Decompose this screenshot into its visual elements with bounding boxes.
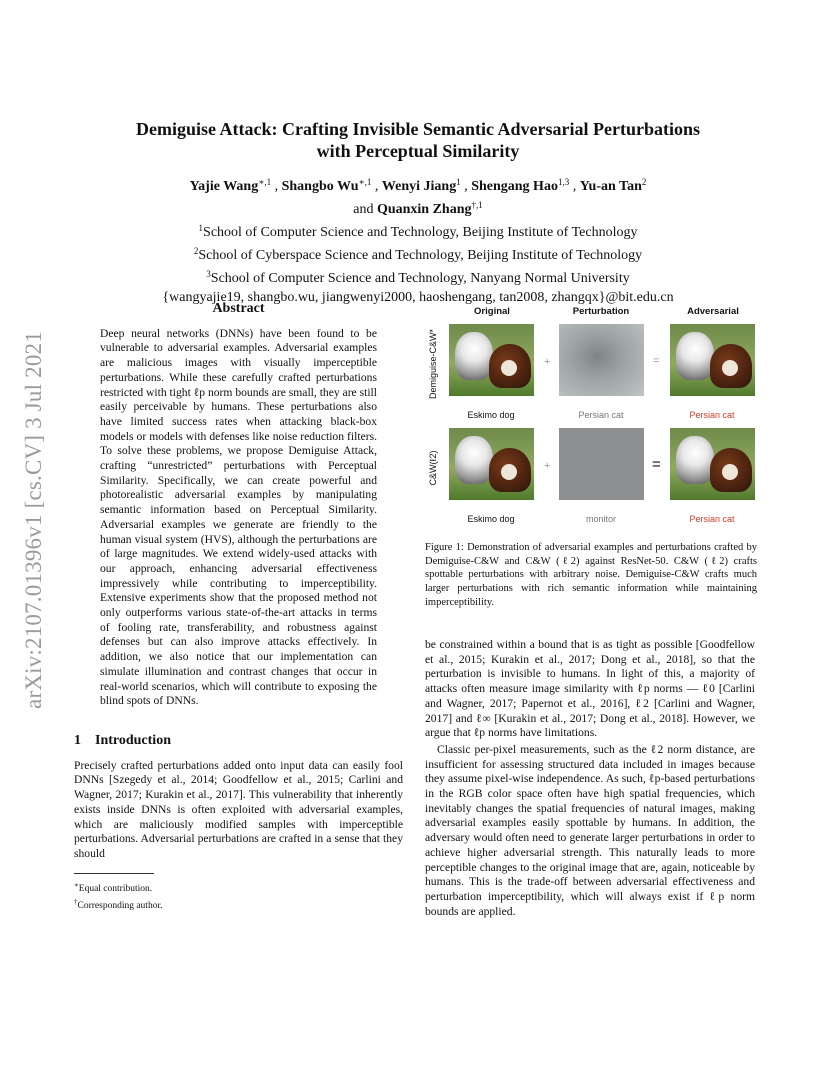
figure-caption: Figure 1: Demonstration of adversarial examples and perturbations crafted by Demiguise-C&W and C&W (ℓ2) against ResNet-50. C&W (ℓ2) crafts spottable perturbations with arbitrary noise. Demiguise-C&W crafts much larger perturbations with rich semantic information while maintaining imperceptibility. — [425, 542, 757, 608]
footnote-text: Equal contribution. — [78, 883, 153, 894]
label-original-row2: Eskimo dog — [467, 514, 515, 524]
equals-operator: = — [653, 355, 660, 367]
author-sup: ∗,1 — [258, 177, 272, 187]
arxiv-identifier: arXiv:2107.01396v1 [cs.CV] 3 Jul 2021 — [21, 331, 46, 709]
author-name: Yu-an Tan — [579, 179, 642, 194]
label-adversarial-row1: Persian cat — [689, 410, 735, 420]
author-sup: 1 — [456, 177, 461, 187]
author-line-1: Yajie Wang$^{∗,1}$ , Shangbo $Wu^{∗,1}$ , Wenyi Jiang$^1$ , Shengang Hao$^{1,3}$ , Yu-an Tan$^2$ — [189, 177, 647, 194]
left-column — [74, 302, 403, 913]
author-sup: 1,3 — [557, 177, 570, 187]
equals-operator: = — [652, 456, 661, 473]
paper-title — [70, 118, 766, 162]
image-adversarial-row2 — [670, 428, 755, 500]
author-name: Shangbo Wu — [281, 179, 359, 194]
author-name: Wenyi Jiang — [381, 179, 457, 194]
footnote-mark: ∗ — [74, 880, 79, 889]
author-name: Quanxin Zhang — [376, 202, 472, 217]
author-sup: 2 — [641, 177, 647, 187]
footnote-text: Corresponding author. — [77, 900, 163, 911]
footnote-corresponding-author — [74, 896, 403, 913]
affiliation-2 — [70, 242, 766, 265]
label-original-row1: Eskimo dog — [467, 410, 515, 420]
introduction-text: Precisely crafted perturbations added onto input data can easily fool DNNs [Szegedy et al., 2014; Goodfellow et al., 2015; Carlini and Wagner, 2017; Kurakin et al., 2017]. This vulnerability that inherently exists inside DNNs is often exploited with adversarial examples, which are maliciously modified samples with imperceptible perturbations. Adversarial perturbations are crafted in a sense that they should — [74, 758, 403, 860]
affiliation-1 — [70, 219, 766, 242]
figure-1 — [425, 302, 760, 534]
abstract-heading: Abstract — [212, 301, 265, 316]
affiliation-text: School of Cyberspace Science and Technology, Beijing Institute of Technology — [198, 248, 643, 263]
author-sup: ∗,1 — [358, 177, 372, 187]
affiliation-text: School of Computer Science and Technology, Nanyang Normal University — [210, 271, 630, 286]
right-paragraph-2: Classic per-pixel measurements, such as the ℓ2 norm distance, are insufficient for assessing structured data included in images because they assume pixel-wise independence. As such, ℓp-based perturbations in the RGB color space often have high spatial frequencies, which inevitably changes the spatial frequencies of natural images, making adversarial examples easily spottable by humans. In addition, the adversary would often need to generate larger perturbations in order to achieve higher adversarial strength. This naturally leads to more perceptible changes to the original image that are, again, noticeable by humans. This is the trade-off between adversarial effectiveness and perturbation imperceptibility, which will always exist if ℓp norm bounds are applied. — [425, 742, 755, 918]
author-emails: {wangyajie19, shangbo.wu, jiangwenyi2000, haoshengang, tan2008, zhangqx}@bit.edu.cn — [162, 290, 674, 305]
footnote-mark: † — [74, 897, 78, 906]
affiliation-sup: 2 — [193, 246, 199, 256]
right-paragraph-1: be constrained within a bound that is as tight as possible [Goodfellow et al., 2015; Kurakin et al., 2017; Dong et al., 2018], so that the perturbation is invisible to humans. In light of this, a majority of attacks often measure image similarity with ℓp norms — ℓ0 [Carlini and Wagner, 2017; Papernot et al., 2016], ℓ2 [Carlini and Wagner, 2017] and ℓ∞ [Kurakin et al., 2017; Dong et al., 2018]. However, we argue that ℓp norms have limitations. — [425, 638, 755, 740]
affiliation-text: School of Computer Science and Technology, Beijing Institute of Technology — [203, 225, 638, 240]
section-number: 1 — [74, 732, 81, 748]
author-sup: †,1 — [471, 200, 483, 210]
image-perturbation-row2 — [559, 428, 644, 500]
and-word: and — [353, 202, 374, 217]
column-header-adversarial: Adversarial — [687, 306, 739, 317]
title-line-1: Demiguise Attack: Crafting Invisible Semantic Adversarial Perturbations — [136, 119, 700, 139]
label-perturbation-row1: Persian cat — [578, 410, 624, 420]
image-adversarial-row1 — [670, 324, 755, 396]
footnote-divider — [74, 873, 154, 874]
image-original-row1 — [449, 324, 534, 396]
right-column — [425, 638, 755, 919]
paper-header — [70, 118, 766, 307]
author-name: Yajie Wang — [189, 179, 259, 194]
label-perturbation-row2: monitor — [585, 514, 616, 524]
abstract-text: Deep neural networks (DNNs) have been found to be vulnerable to adversarial examples. Adversarial examples are malicious images with visually imperceptible perturbations. While these carefully crafted perturbations restricted with tight ℓp norm bounds are small, they are still easily perceivable by humans. These perturbations also have limited success rates when attacking black-box models or models with defenses like noise reduction filters. To solve these problems, we propose Demiguise Attack, crafting “unrestricted” perturbations with Perceptual Similarity. Specifically, we can create powerful and photorealistic adversarial examples by manipulating semantic information based on Perceptual Similarity. Adversarial examples we generate are friendly to the human visual system (HVS), although the perturbations are of large magnitudes. We extend widely-used attacks with our approach, enhancing adversarial effectiveness impressively while contributing to imperceptibility. Extensive experiments show that the proposed method not only outperforms various state-of-the-art attacks in terms of fooling rate, transferability, and robustness against defenses but can also improve attacks effectively. In addition, we also notice that our implementation can simulate illumination and contrast changes that occur in real-world scenarios, which will contribute to exposing the blind spots of DNNs. — [100, 326, 377, 708]
section-title: Introduction — [95, 732, 171, 748]
author-list — [70, 173, 766, 219]
column-header-perturbation: Perturbation — [572, 306, 630, 317]
footnote-equal-contribution — [74, 879, 403, 896]
plus-operator: + — [544, 356, 551, 368]
plus-operator: + — [544, 460, 551, 472]
affiliation-sup: 3 — [206, 269, 211, 279]
row-label-cw: C&W(ℓ2) — [428, 450, 438, 486]
image-perturbation-row1 — [559, 324, 644, 396]
author-name: Shengang Hao — [471, 179, 558, 194]
author-line-2 — [70, 196, 766, 219]
row-label-demiguise: Demiguise-C&W* — [428, 328, 438, 400]
arxiv-sidebar — [8, 300, 60, 740]
title-line-2: with Perceptual Similarity — [316, 141, 520, 161]
affiliation-3 — [70, 265, 766, 288]
label-adversarial-row2: Persian cat — [689, 514, 735, 524]
image-original-row2 — [449, 428, 534, 500]
affiliation-sup: 1 — [198, 223, 204, 233]
section-heading-introduction — [74, 734, 403, 749]
column-header-original: Original — [474, 306, 510, 317]
